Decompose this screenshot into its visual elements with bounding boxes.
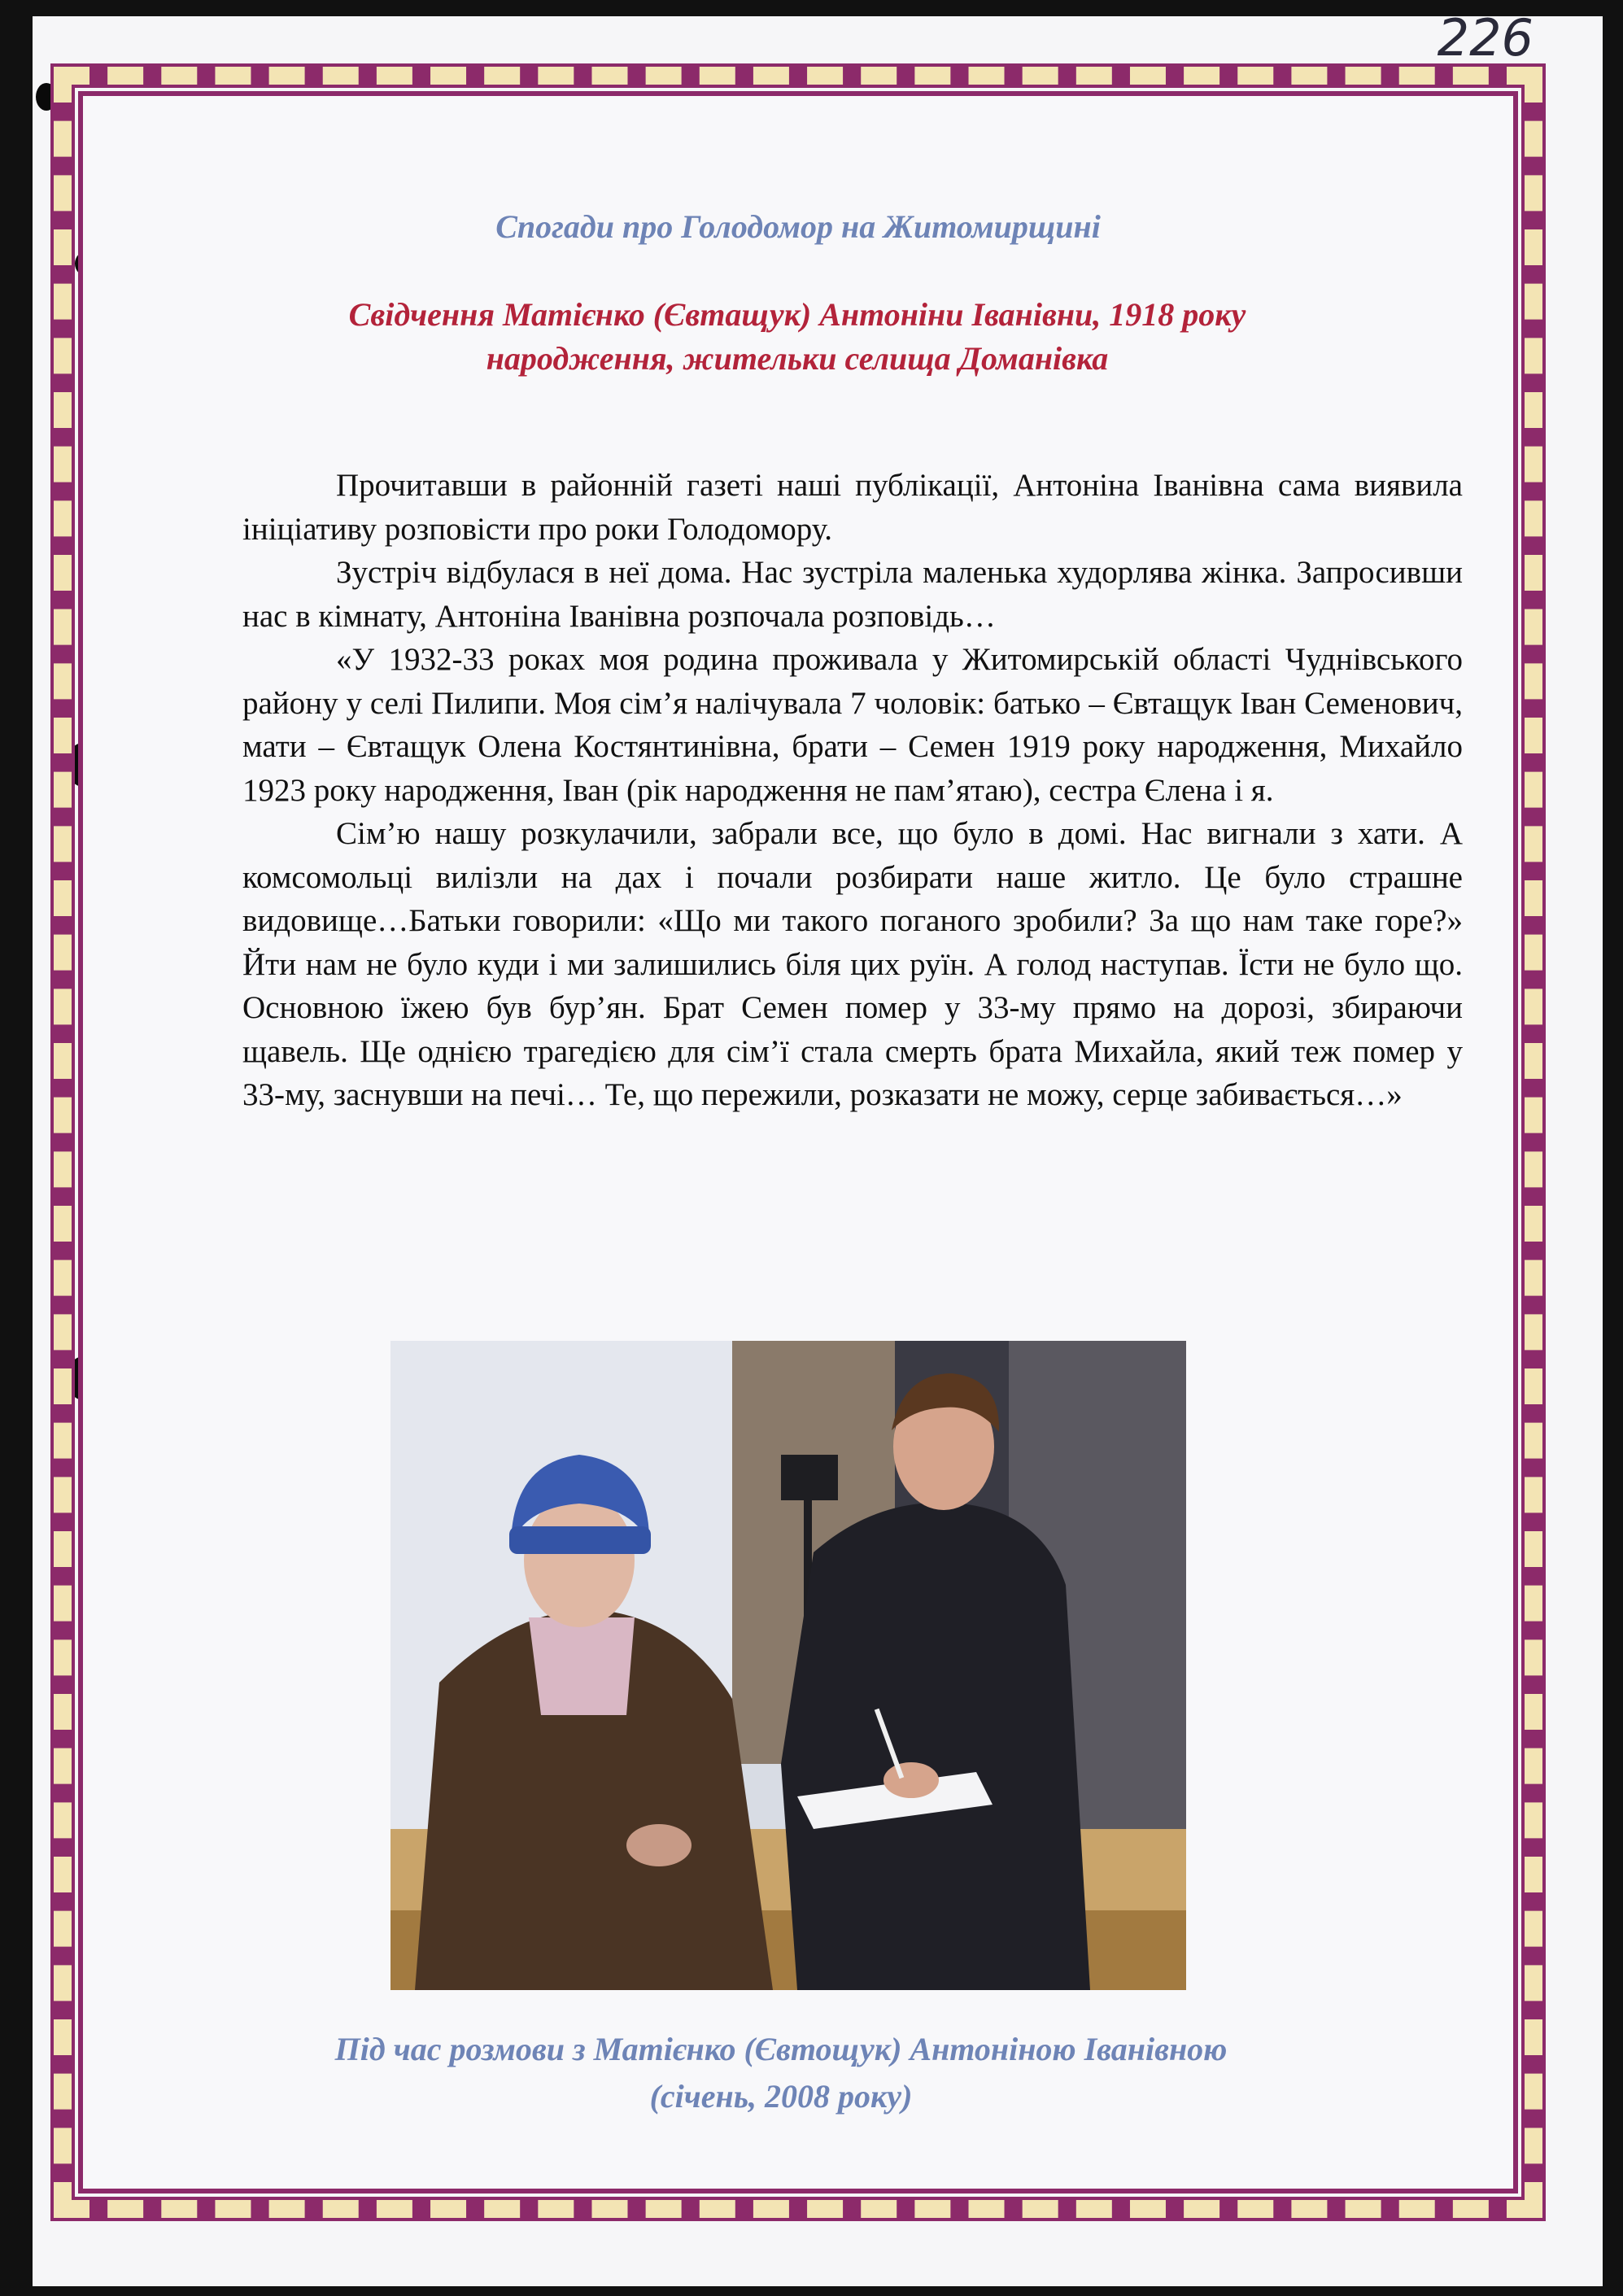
- testimony-title: [244, 293, 1350, 381]
- body-paragraph: Прочитавши в районній газеті наші публікації, Антоніна Іванівна сама виявила ініціативу розповісти про роки Голодомору.: [242, 468, 1463, 547]
- body-paragraph: Сім’ю нашу розкулачили, забрали все, що було в домі. Нас вигнали з хати. А комсомольці вилізли на дах і почали розбирати наше житло. Це було страшне видовище…Батьки говорили: «Що ми такого поганого зробили? За що нам таке горе?» Йти нам не було куди і ми залишились біля цих руїн. А голод наступав. Їсти не було що. Основною їжею був бур’ян. Брат Семен помер у 33-му прямо на дорозі, збираючи щавель. Ще однією трагедією для сім’ї стала смерть брата Михайла, який теж помер у 33-му, заснувши на печі… Те, що пережили, розказати не можу, серце забивається…»: [242, 816, 1463, 1112]
- body-paragraph: Зустріч відбулася в неї дома. Нас зустріла маленька худорлява жінка. Запросивши нас в кімнату, Антоніна Іванівна розпочала розповідь…: [242, 555, 1463, 634]
- interview-photo: [390, 1341, 1186, 1990]
- testimony-title-line2: народження, жительки селища Доманівка: [486, 340, 1109, 377]
- body-paragraph: «У 1932-33 роках моя родина проживала у Житомирській області Чуднівського району у селі Пилипи. Моя сім’я налічувала 7 чоловік: батько – Євтащук Іван Семенович, мати – Євтащук Олена Костянтинівна, брати – Семен 1919 року народження, Михайло 1923 року народження, Іван (рік народження не пам’ятаю), сестра Єлена і я.: [242, 642, 1463, 808]
- page-number: 226: [1437, 8, 1534, 68]
- photo-caption-line1: Під час розмови з Матієнко (Євтощук) Антоніною Іванівною: [334, 2031, 1228, 2067]
- photo-caption: [163, 2026, 1399, 2120]
- photo-caption-line2: (січень, 2008 року): [649, 2078, 913, 2115]
- header-title: Спогади про Голодомор на Житомирщині: [495, 208, 1101, 245]
- testimony-title-line1: Свідчення Матієнко (Євтащук) Антоніни Іванівни, 1918 року: [348, 296, 1246, 333]
- testimony-body: [242, 464, 1463, 1117]
